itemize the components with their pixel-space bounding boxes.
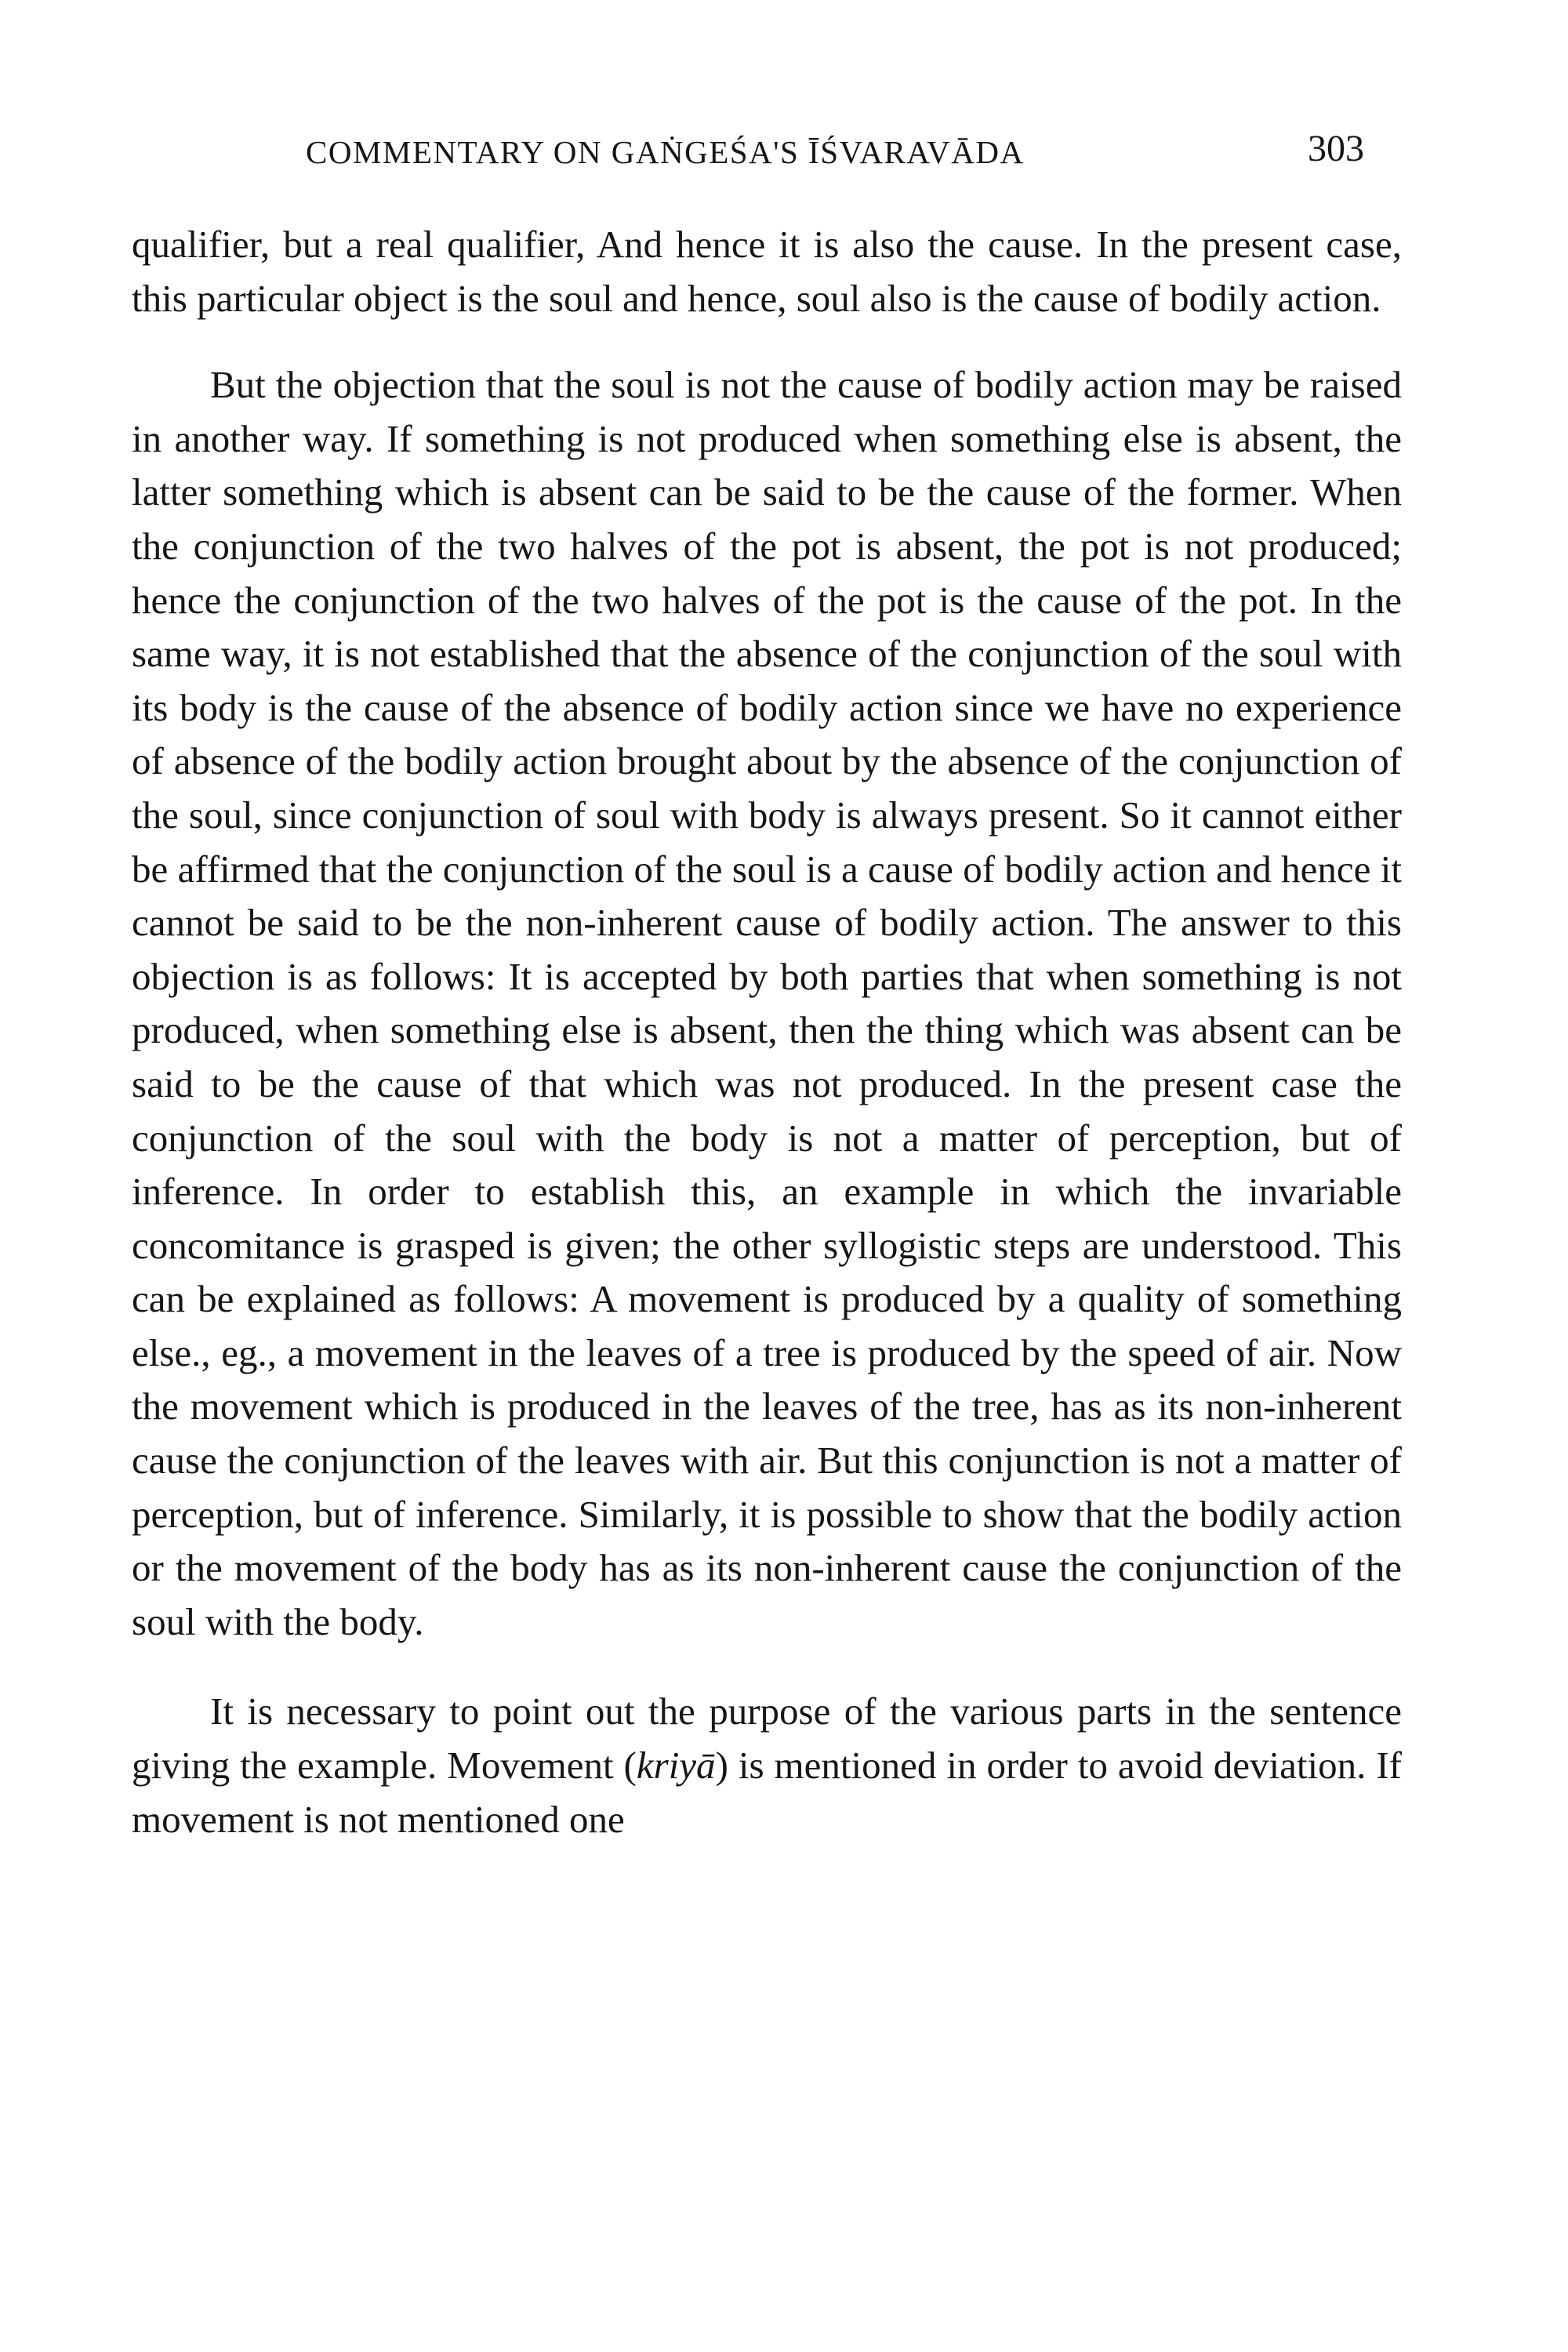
paragraph-text: It is necessary to point out the purpose of the various parts in the sentence giving the example. Movement ( [132,1690,1402,1788]
paragraph: qualifier, but a real qualifier, And hence it is also the cause. In the present case, this particular object is the soul and hence, soul also is the cause of bodily action. [132,223,1402,320]
running-header [0,127,1568,182]
sanskrit-term: kriyā [636,1744,716,1788]
paragraph: But the objection that the soul is not the cause of bodily action may be raised in another way. If something is not produced when something else is absent, the latter something which is absent can be said to be the cause of the former. When the conjunction of the two halves of the pot is absent, the pot is not produced; hence the conjunction of the two halves of the pot is the cause of the pot. In the same way, it is not established that the absence of the conjunction of the soul with its body is the cause of the absence of bodily action since we have no experience of absence of the bodily action brought about by the absence of the conjunction of the soul, since conjunction of soul with body is always present. So it cannot either be affirmed that the conjunction of the soul is a cause of bodily action and hence it cannot be said to be the non-inherent cause of bodily action. The answer to this objection is as follows: It is accepted by both parties that when something is not produced, when something else is absent, then the thing which was absent can be said to be the cause of that which was not produced. In the present case the conjunction of the soul with the body is not a matter of perception, but of inference. In order to establish this, an example in which the invariable concomitance is grasped is given; the other syllogistic steps are understood. This can be explained as follows: A movement is produced by a quality of something else., eg., a movement in the leaves of a tree is produced by the speed of air. Now the movement which is produced in the leaves of the tree, has as its non-inherent cause the conjunction of the leaves with air. But this conjunction is not a matter of perception, but of inference. Similarly, it is possible to show that the bodily action or the movement of the body has as its non-inherent cause the conjunction of the soul with the body. [132,363,1402,1643]
page-number: 303 [1308,128,1364,169]
paragraph [132,1685,1402,1846]
body-text [132,218,1402,1846]
paragraph-text: ) is mentioned in order to avoid deviation. If movement is not mentioned one [132,1744,1402,1841]
running-title: COMMENTARY ON GAṄGEŚA'S ĪŚVARAVĀDA [306,134,1025,170]
